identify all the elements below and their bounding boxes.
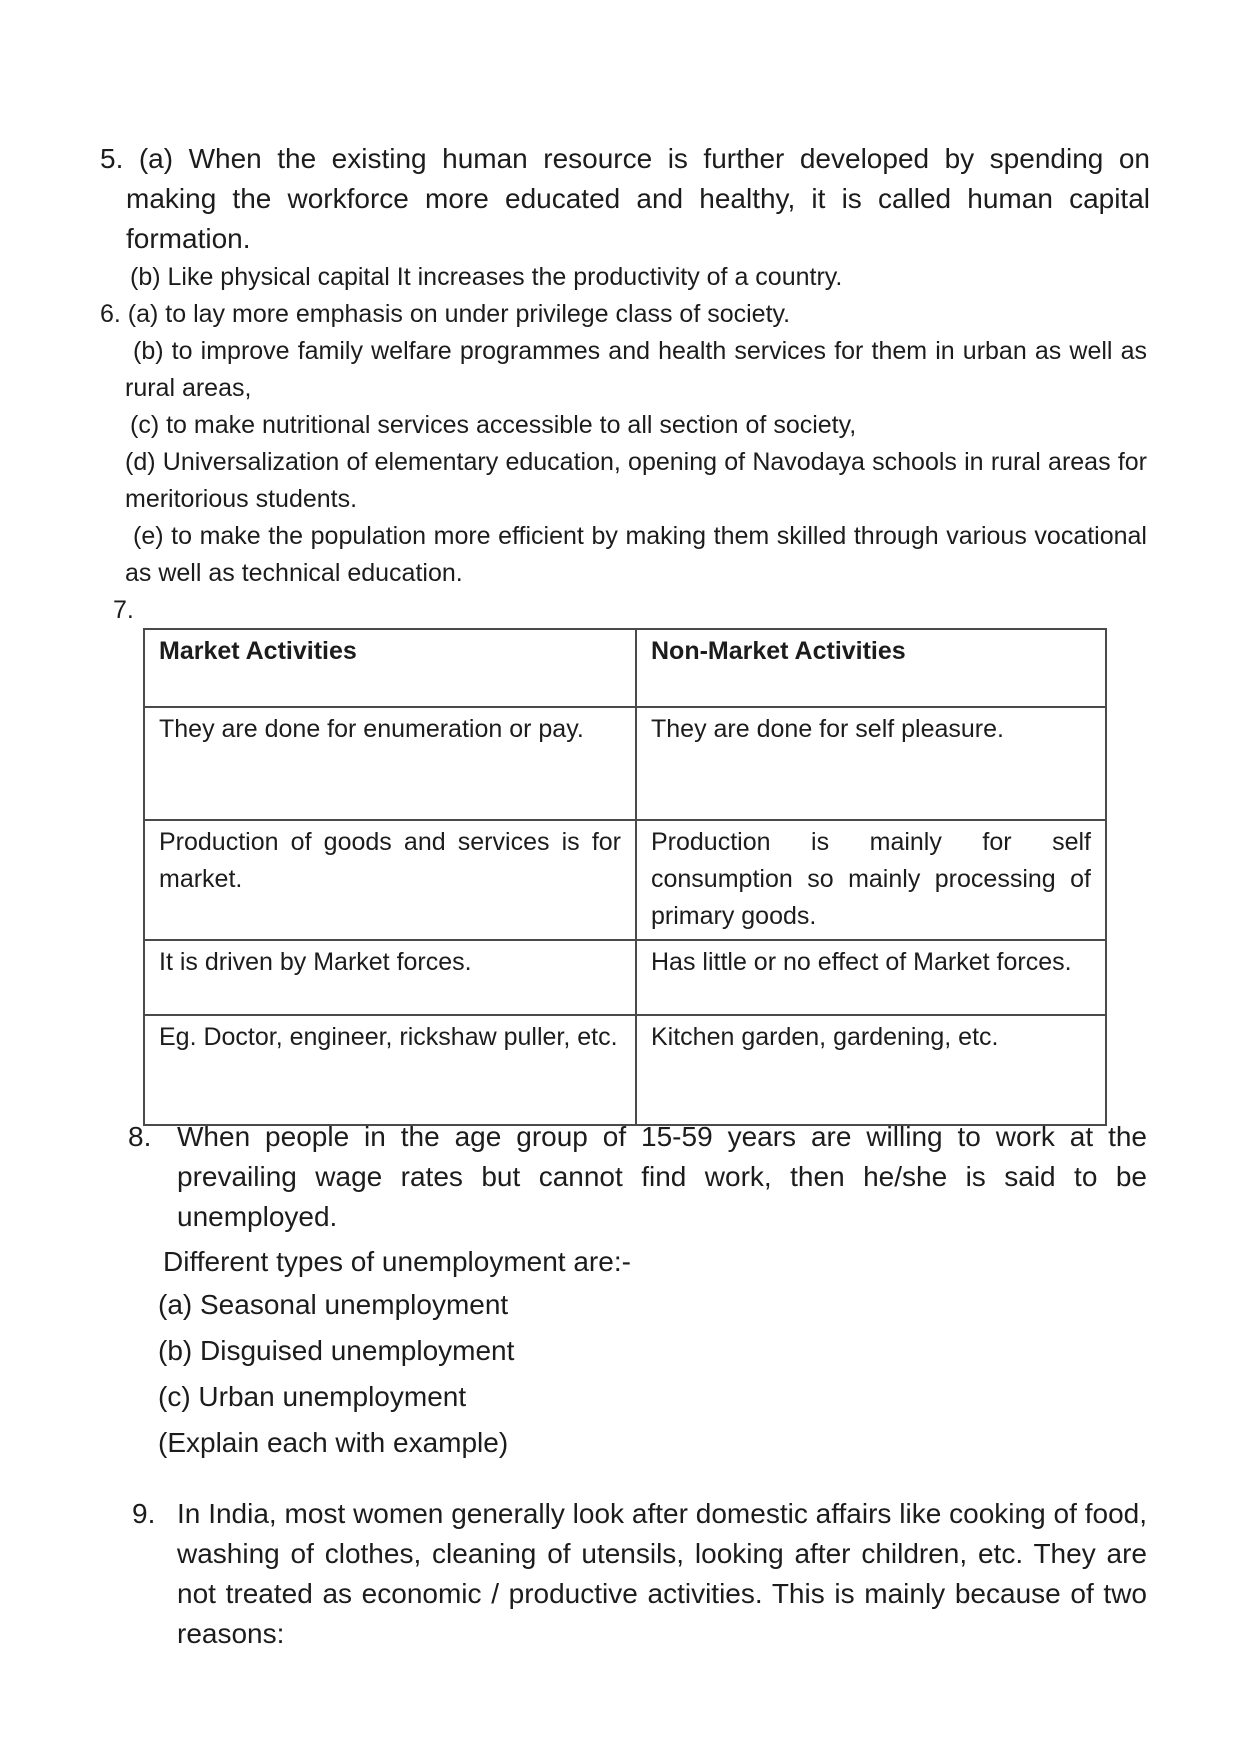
q6-part-d: (d) Universalization of elementary education, opening of Navodaya schools in rural areas for meritorious students. — [125, 448, 1147, 513]
header-non-market-activities: Non-Market Activities — [636, 629, 1106, 707]
q8-intro: Different types of unemployment are:- — [163, 1246, 631, 1277]
table-cell: Production of goods and services is for market. — [144, 820, 636, 940]
q8-type-disguised: (b) Disguised unemployment — [158, 1335, 515, 1366]
table-row — [144, 707, 1106, 820]
q7-number: 7. — [113, 596, 134, 624]
q8-number: 8. — [128, 1121, 152, 1152]
table-cell: Has little or no effect of Market forces. — [636, 940, 1106, 1015]
q9-text: In India, most women generally look after domestic affairs like cooking of food, washing of clothes, cleaning of utensils, looking after children, etc. They are not treated as economic / productive activities. This is mainly because of two reasons: — [177, 1498, 1147, 1649]
table-row — [144, 940, 1106, 1015]
table-cell: They are done for self pleasure. — [636, 707, 1106, 820]
q5-part-a: 5. (a) When the existing human resource is further developed by spending on making the workforce more educated and healthy, it is called human capital formation. — [100, 143, 1150, 254]
table-cell: Eg. Doctor, engineer, rickshaw puller, etc. — [144, 1015, 636, 1125]
header-market-activities: Market Activities — [144, 629, 636, 707]
q5-part-b: (b) Like physical capital It increases the productivity of a country. — [130, 263, 843, 291]
q8-type-seasonal: (a) Seasonal unemployment — [158, 1289, 509, 1320]
table-row — [144, 820, 1106, 940]
table-cell: Kitchen garden, gardening, etc. — [636, 1015, 1106, 1125]
q8-definition: When people in the age group of 15-59 years are willing to work at the prevailing wage rates but cannot find work, then he/she is said to be unemployed. — [177, 1121, 1147, 1232]
table-cell: It is driven by Market forces. — [144, 940, 636, 1015]
table-row — [144, 1015, 1106, 1125]
market-comparison-table — [143, 628, 1107, 1126]
q6-part-c: (c) to make nutritional services accessible to all section of society, — [130, 411, 857, 439]
q6-part-e: (e) to make the population more efficient by making them skilled through various vocational as well as technical education. — [125, 522, 1147, 587]
q9-number: 9. — [132, 1498, 156, 1529]
table-cell: Production is mainly for self consumption so mainly processing of primary goods. — [636, 820, 1106, 940]
table-cell: They are done for enumeration or pay. — [144, 707, 636, 820]
q8-type-urban: (c) Urban unemployment — [158, 1381, 467, 1412]
table-header-row — [144, 629, 1106, 707]
q8-note: (Explain each with example) — [158, 1427, 509, 1458]
q6-part-b: (b) to improve family welfare programmes and health services for them in urban as well as rural areas, — [125, 337, 1147, 402]
q6-part-a: 6. (a) to lay more emphasis on under privilege class of society. — [100, 300, 791, 328]
